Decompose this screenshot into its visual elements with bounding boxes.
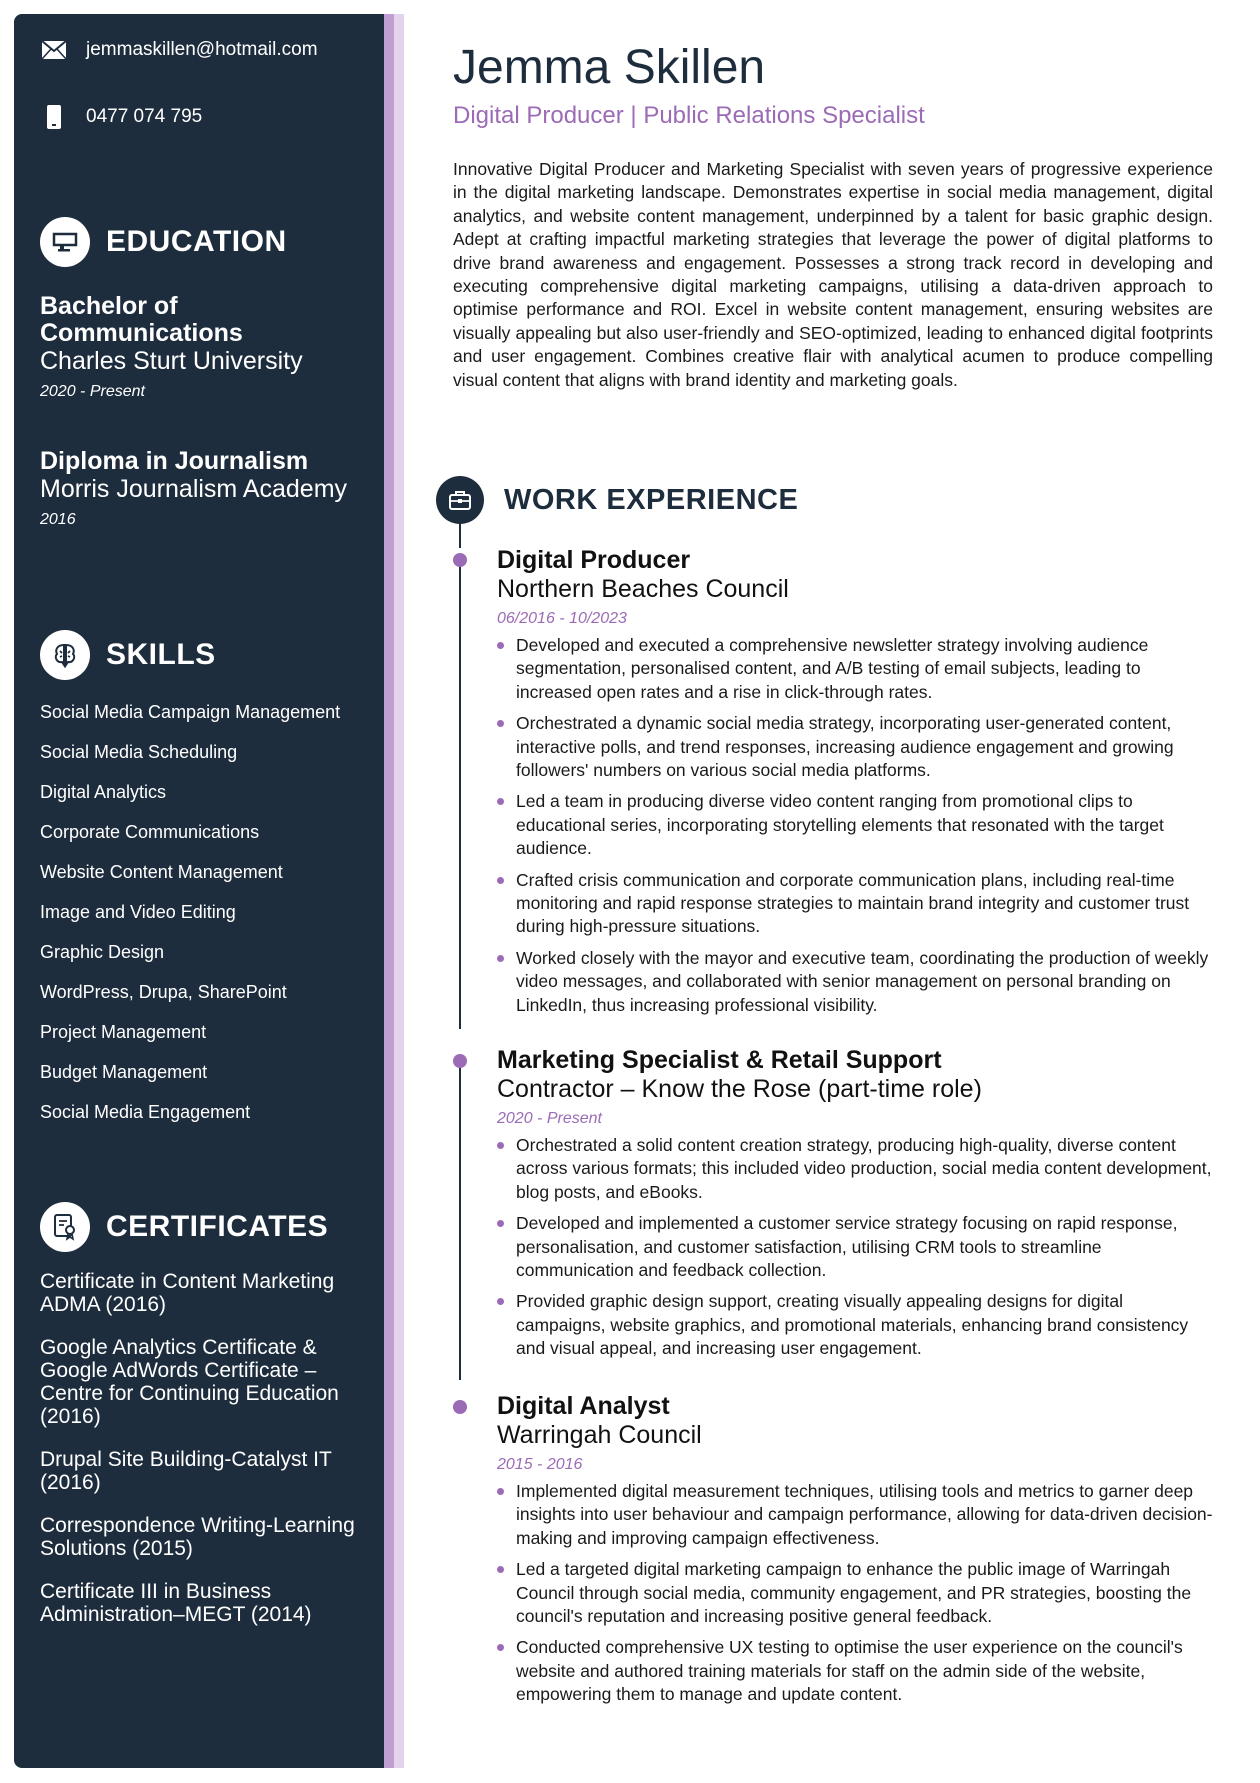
job-bullet: Crafted crisis communication and corporate communication plans, including real-time monitoring and rapid response strategies to maintain brand integrity and customer trust during high-pressure situations. [497, 869, 1217, 939]
email-text: jemmaskillen@hotmail.com [86, 39, 318, 60]
job-entry [497, 1046, 1217, 1369]
skill-item: Social Media Scheduling [40, 742, 238, 762]
certificates-heading [40, 1202, 328, 1252]
job-bullet: Provided graphic design support, creating visually appealing designs for digital campaigns, website graphics, and promotional materials, enhancing brand consistency and visual appeal, and increasing user engagement. [497, 1290, 1217, 1360]
education-title: EDUCATION [106, 225, 287, 258]
skill-item: Graphic Design [40, 942, 165, 962]
job-bullet: Conducted comprehensive UX testing to optimise the user experience on the council's website and authored training materials for staff on the admin side of the website, empowering them to manage and update content. [497, 1636, 1217, 1706]
skills-list [40, 700, 360, 1140]
years: 2016 [40, 511, 76, 528]
certificates-list [40, 1270, 360, 1646]
timeline-line [459, 1068, 461, 1380]
school: Charles Sturt University [40, 347, 303, 375]
job-organization: Warringah Council [497, 1421, 702, 1449]
job-entry [497, 546, 1217, 1025]
job-bullets [497, 1134, 1217, 1361]
skills-title: SKILLS [106, 638, 216, 671]
education-heading [40, 217, 287, 267]
job-dates: 2020 - Present [497, 1110, 602, 1127]
briefcase-icon [436, 476, 484, 524]
timeline-dot [453, 1054, 467, 1068]
job-bullet: Worked closely with the mayor and executive team, coordinating the production of weekly video messages, and collaborated with senior management on personal branding on LinkedIn, thus increasing professional visibility. [497, 947, 1217, 1017]
timeline-line [459, 562, 461, 1029]
job-bullet: Led a targeted digital marketing campaign to enhance the public image of Warringah Council through social media, community engagement, and PR strategies, boosting the council's reputation and increasing positive general feedback. [497, 1558, 1217, 1628]
accent-stripe-light [394, 14, 404, 1768]
phone-text: 0477 074 795 [86, 106, 203, 127]
skill-item: Budget Management [40, 1062, 208, 1082]
work-experience-title: WORK EXPERIENCE [504, 483, 799, 516]
certificate-item: Correspondence Writing-Learning Solutions (2015) [40, 1514, 355, 1560]
accent-stripe [384, 14, 394, 1768]
certificates-title: CERTIFICATES [106, 1210, 329, 1243]
job-bullet: Orchestrated a solid content creation strategy, producing high-quality, diverse content across various formats; this included video production, social media content development, blog posts, and eBooks. [497, 1134, 1217, 1204]
job-organization: Northern Beaches Council [497, 575, 789, 603]
contact-phone[interactable] [40, 105, 202, 129]
degree: Diploma in Journalism [40, 447, 309, 475]
job-dates: 2015 - 2016 [497, 1456, 583, 1473]
job-title: Marketing Specialist & Retail Support [497, 1046, 942, 1074]
phone-icon [40, 105, 68, 129]
job-bullet: Developed and implemented a customer service strategy focusing on rapid response, personalisation, and customer satisfaction, utilising CRM tools to streamline communication and feedback collection. [497, 1212, 1217, 1282]
certificate-icon [40, 1202, 90, 1252]
years: 2020 - Present [40, 383, 145, 400]
job-title: Digital Producer [497, 546, 691, 574]
brain-icon [40, 630, 90, 680]
skill-item: Digital Analytics [40, 782, 167, 802]
skill-item: Image and Video Editing [40, 902, 236, 922]
job-bullet: Led a team in producing diverse video content ranging from promotional clips to educational series, incorporating storytelling elements that resonated with the target audience. [497, 790, 1217, 860]
profile-summary: Innovative Digital Producer and Marketing Specialist with seven years of progressive experience in the digital marketing landscape. Demonstrates expertise in social media management, digital analytics, and website content management, underpinned by a talent for basic graphic design. Adept at crafting impactful marketing strategies that leverage the power of digital platforms to drive brand awareness and engagement. Possesses a strong track record in developing and executing comprehensive digital marketing campaigns, utilising a data-driven approach to optimise performance and ROI. Excel in website content management, ensuring websites are visually appealing but also user-friendly and SEO-optimized, leading to enhanced digital footprints and user engagement. Combines creative flair with analytical acumen to produce compelling visual content that aligns with brand identity and marketing goals. [453, 159, 1213, 390]
certificate-item: Certificate in Content Marketing ADMA (2016) [40, 1270, 335, 1316]
school: Morris Journalism Academy [40, 475, 348, 503]
job-entry [497, 1392, 1217, 1715]
education-item [40, 293, 360, 401]
job-dates: 06/2016 - 10/2023 [497, 610, 627, 627]
timeline-line [459, 524, 461, 548]
job-organization: Contractor – Know the Rose (part-time role) [497, 1075, 982, 1103]
candidate-name: Jemma Skillen [453, 41, 766, 94]
skill-item: Website Content Management [40, 862, 283, 882]
job-bullet: Orchestrated a dynamic social media strategy, incorporating user-generated content, interactive polls, and trend responses, increasing audience engagement and growing followers' numbers on various social media platforms. [497, 712, 1217, 782]
work-experience-heading [436, 476, 798, 524]
skill-item: WordPress, Drupa, SharePoint [40, 982, 287, 1002]
envelope-icon [40, 38, 68, 62]
job-bullet: Implemented digital measurement techniques, utilising tools and metrics to garner deep insights into user behaviour and campaign performance, allowing for data-driven decision-making and improving campaign effectiveness. [497, 1480, 1217, 1550]
skill-item: Corporate Communications [40, 822, 260, 842]
skill-item: Project Management [40, 1022, 207, 1042]
skills-heading [40, 630, 216, 680]
job-bullets [497, 634, 1217, 1017]
certificate-item: Google Analytics Certificate & Google AdWords Certificate – Centre for Continuing Education (2016) [40, 1336, 339, 1428]
skill-item: Social Media Campaign Management [40, 702, 341, 722]
contact-email[interactable] [40, 38, 318, 62]
certificate-item: Certificate III in Business Administration–MEGT (2014) [40, 1580, 312, 1626]
job-bullets [497, 1480, 1217, 1707]
certificate-item: Drupal Site Building-Catalyst IT (2016) [40, 1448, 332, 1494]
skill-item: Social Media Engagement [40, 1102, 251, 1122]
job-bullet: Developed and executed a comprehensive newsletter strategy involving audience segmentation, personalised content, and A/B testing of email subjects, leading to increased open rates and a rise in click-through rates. [497, 634, 1217, 704]
timeline-dot [453, 1400, 467, 1414]
candidate-role: Digital Producer | Public Relations Specialist [453, 102, 925, 129]
timeline-dot [453, 553, 467, 567]
education-item [40, 448, 360, 529]
degree: Bachelor of Communications [40, 292, 243, 347]
job-title: Digital Analyst [497, 1392, 670, 1420]
graduation-cap-icon [40, 217, 90, 267]
